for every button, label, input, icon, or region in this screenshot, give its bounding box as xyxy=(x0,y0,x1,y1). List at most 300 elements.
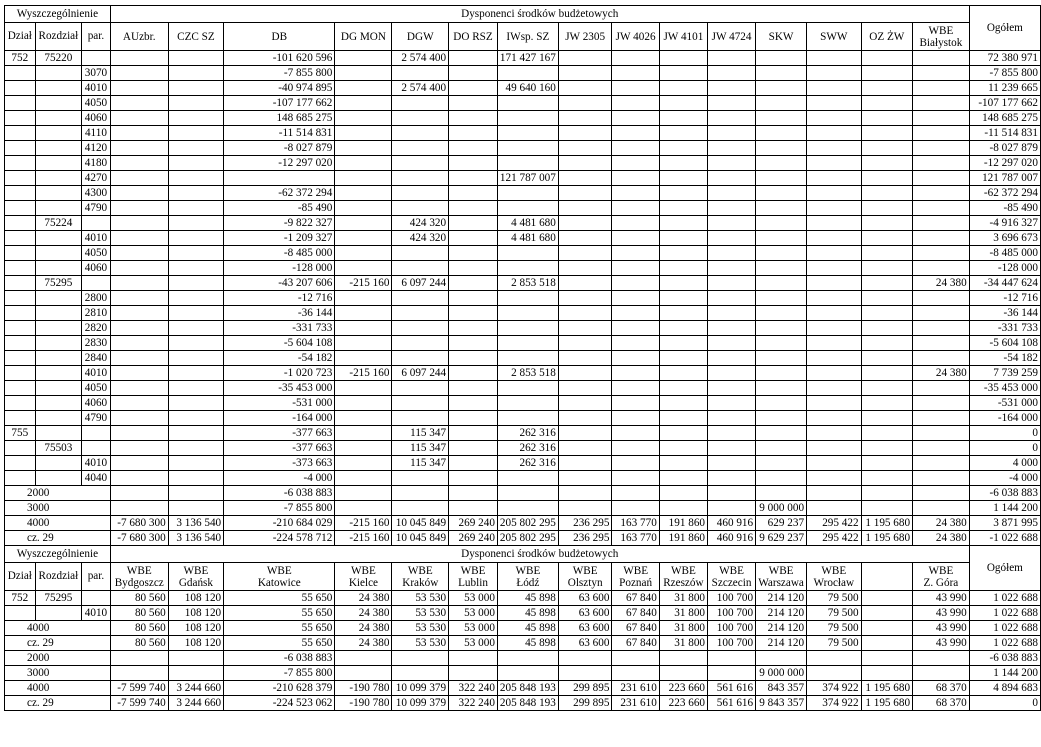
cell-value xyxy=(756,51,807,66)
cell-value xyxy=(612,471,659,486)
column-header-line1: DG MON xyxy=(340,30,386,43)
summary-value: 108 120 xyxy=(168,636,223,651)
summary-value: 374 922 xyxy=(807,681,862,696)
cell-value xyxy=(335,156,392,171)
cell-value xyxy=(110,396,168,411)
cell-dzial xyxy=(5,396,36,411)
summary-value xyxy=(497,501,558,516)
summary-value: -6 038 883 xyxy=(224,486,335,501)
summary-total: -1 022 688 xyxy=(969,531,1040,546)
cell-value xyxy=(392,201,449,216)
column-header-line2: Łódź xyxy=(516,576,540,589)
cell-value xyxy=(612,96,659,111)
cell-value xyxy=(913,426,970,441)
cell-rozdzial xyxy=(35,186,82,201)
cell-value xyxy=(807,216,862,231)
cell-value xyxy=(558,381,612,396)
cell-value xyxy=(861,471,913,486)
cell-value xyxy=(913,471,970,486)
cell-value: -62 372 294 xyxy=(224,186,335,201)
cell-value: -8 485 000 xyxy=(224,246,335,261)
column-header-line1: WBE xyxy=(928,564,954,577)
summary-value: 3 244 660 xyxy=(168,696,223,711)
cell-value: 24 380 xyxy=(335,606,392,621)
cell-value xyxy=(861,96,913,111)
cell-value: 31 800 xyxy=(659,591,707,606)
summary-value: 3 136 540 xyxy=(168,516,223,531)
cell-value xyxy=(335,306,392,321)
cell-value xyxy=(756,261,807,276)
column-header xyxy=(913,23,970,51)
table-row xyxy=(5,186,1041,201)
cell-value: 121 787 007 xyxy=(497,171,558,186)
cell-value xyxy=(861,111,913,126)
table-row xyxy=(5,606,1041,621)
cell-total: -36 144 xyxy=(969,306,1040,321)
cell-value: -377 663 xyxy=(224,426,335,441)
cell-value xyxy=(110,426,168,441)
summary-total: -6 038 883 xyxy=(969,486,1040,501)
cell-value: 24 380 xyxy=(335,591,392,606)
cell-value xyxy=(497,336,558,351)
cell-total: 121 787 007 xyxy=(969,171,1040,186)
cell-value xyxy=(708,66,756,81)
cell-value xyxy=(558,246,612,261)
cell-value xyxy=(168,81,223,96)
cell-value xyxy=(335,81,392,96)
column-header-line2: Gdańsk xyxy=(178,576,214,589)
cell-value xyxy=(449,81,498,96)
summary-label: cz. 29 xyxy=(5,636,111,651)
cell-dzial xyxy=(5,141,36,156)
cell-value xyxy=(913,396,970,411)
cell-value: 63 600 xyxy=(558,591,612,606)
cell-value xyxy=(449,171,498,186)
cell-value xyxy=(335,321,392,336)
cell-value xyxy=(807,321,862,336)
column-header xyxy=(708,23,756,51)
summary-value: 374 922 xyxy=(807,696,862,711)
cell-value: 53 000 xyxy=(449,591,498,606)
cell-value xyxy=(612,456,659,471)
cell-value xyxy=(558,216,612,231)
cell-value xyxy=(708,291,756,306)
cell-value xyxy=(392,111,449,126)
cell-value xyxy=(110,126,168,141)
summary-value: 45 898 xyxy=(497,636,558,651)
cell-value xyxy=(807,291,862,306)
table-row xyxy=(5,351,1041,366)
cell-value xyxy=(110,441,168,456)
cell-value xyxy=(612,336,659,351)
table-row xyxy=(5,81,1041,96)
summary-value xyxy=(913,501,970,516)
cell-value xyxy=(659,411,707,426)
summary-value: 10 045 849 xyxy=(392,516,449,531)
cell-value xyxy=(392,306,449,321)
summary-value xyxy=(659,501,707,516)
column-header-line1: AUzbr. xyxy=(122,30,156,43)
cell-value xyxy=(558,81,612,96)
cell-value: 24 380 xyxy=(913,276,970,291)
cell-value xyxy=(335,246,392,261)
cell-value xyxy=(756,471,807,486)
cell-value xyxy=(861,411,913,426)
cell-value xyxy=(335,96,392,111)
cell-value xyxy=(335,381,392,396)
summary-value xyxy=(110,651,168,666)
column-header-line2: Warszawa xyxy=(758,576,804,589)
cell-value: -531 000 xyxy=(224,396,335,411)
cell-value xyxy=(807,351,862,366)
column-header xyxy=(497,23,558,51)
cell-value xyxy=(392,246,449,261)
summary-value: 163 770 xyxy=(612,531,659,546)
summary-value xyxy=(659,666,707,681)
cell-value xyxy=(497,96,558,111)
cell-rozdzial: 75220 xyxy=(35,51,82,66)
cell-value xyxy=(449,351,498,366)
summary-value xyxy=(392,666,449,681)
cell-value xyxy=(110,321,168,336)
cell-value xyxy=(449,306,498,321)
cell-value xyxy=(558,471,612,486)
cell-value xyxy=(392,321,449,336)
col-par: par. xyxy=(82,563,111,591)
cell-value xyxy=(612,111,659,126)
summary-value: 214 120 xyxy=(756,636,807,651)
cell-value xyxy=(558,126,612,141)
column-header-line1: WBE xyxy=(821,564,847,577)
cell-value xyxy=(110,231,168,246)
cell-rozdzial xyxy=(35,366,82,381)
cell-value: 79 500 xyxy=(807,606,862,621)
cell-value xyxy=(558,66,612,81)
cell-value xyxy=(708,261,756,276)
column-header-line1: SKW xyxy=(768,30,794,43)
cell-value xyxy=(913,351,970,366)
cell-value xyxy=(861,66,913,81)
summary-value xyxy=(807,501,862,516)
summary-value: 236 295 xyxy=(558,516,612,531)
summary-value: 231 610 xyxy=(612,696,659,711)
cell-total: -8 027 879 xyxy=(969,141,1040,156)
cell-value xyxy=(168,351,223,366)
cell-value xyxy=(449,396,498,411)
cell-value xyxy=(110,66,168,81)
summary-label: 2000 xyxy=(5,486,111,501)
cell-value xyxy=(449,336,498,351)
column-header-line1: WBE xyxy=(768,564,794,577)
cell-value xyxy=(913,291,970,306)
cell-value xyxy=(708,306,756,321)
cell-par: 4050 xyxy=(82,246,111,261)
summary-value xyxy=(558,651,612,666)
summary-value: 79 500 xyxy=(807,621,862,636)
cell-dzial xyxy=(5,156,36,171)
summary-value xyxy=(392,501,449,516)
table-row xyxy=(5,51,1041,66)
cell-value xyxy=(861,231,913,246)
cell-value xyxy=(708,81,756,96)
summary-value: 1 195 680 xyxy=(861,681,913,696)
cell-rozdzial xyxy=(35,126,82,141)
summary-value: 68 370 xyxy=(913,681,970,696)
summary-value xyxy=(392,651,449,666)
cell-value xyxy=(659,216,707,231)
cell-value: 2 853 518 xyxy=(497,366,558,381)
cell-value xyxy=(224,171,335,186)
cell-dzial xyxy=(5,351,36,366)
cell-value xyxy=(708,336,756,351)
cell-value xyxy=(449,96,498,111)
cell-value xyxy=(168,366,223,381)
cell-rozdzial xyxy=(35,261,82,276)
column-header-line1: SWW xyxy=(820,30,848,43)
cell-value xyxy=(861,441,913,456)
column-header xyxy=(861,23,913,51)
cell-value xyxy=(807,336,862,351)
cell-value xyxy=(497,201,558,216)
cell-value xyxy=(497,411,558,426)
cell-value: -54 182 xyxy=(224,351,335,366)
cell-value: 262 316 xyxy=(497,426,558,441)
cell-rozdzial xyxy=(35,96,82,111)
summary-value: -224 523 062 xyxy=(224,696,335,711)
cell-value xyxy=(807,66,862,81)
header-dysponenci: Dysponenci środków budżetowych xyxy=(110,546,969,563)
cell-total: 7 739 259 xyxy=(969,366,1040,381)
summary-value: 205 848 193 xyxy=(497,681,558,696)
column-header-line2: Poznań xyxy=(619,576,653,589)
column-header xyxy=(168,23,223,51)
column-header-line1: WBE xyxy=(183,564,209,577)
summary-value: 80 560 xyxy=(110,621,168,636)
cell-dzial xyxy=(5,216,36,231)
cell-value xyxy=(913,66,970,81)
cell-value xyxy=(913,186,970,201)
cell-dzial: 755 xyxy=(5,426,36,441)
cell-value: 67 840 xyxy=(612,606,659,621)
cell-value xyxy=(392,411,449,426)
cell-value: -40 974 895 xyxy=(224,81,335,96)
cell-rozdzial xyxy=(35,291,82,306)
cell-value xyxy=(168,201,223,216)
cell-rozdzial xyxy=(35,471,82,486)
cell-value xyxy=(335,261,392,276)
cell-rozdzial: 75224 xyxy=(35,216,82,231)
cell-value xyxy=(612,426,659,441)
cell-value: 63 600 xyxy=(558,606,612,621)
cell-value xyxy=(659,426,707,441)
cell-total: 11 239 665 xyxy=(969,81,1040,96)
cell-value xyxy=(659,51,707,66)
cell-value: 43 990 xyxy=(913,606,970,621)
summary-row xyxy=(5,651,1041,666)
cell-value xyxy=(913,306,970,321)
summary-value: 269 240 xyxy=(449,516,498,531)
summary-label: 3000 xyxy=(5,501,111,516)
cell-value xyxy=(497,321,558,336)
summary-value: 191 860 xyxy=(659,516,707,531)
summary-value: 322 240 xyxy=(449,681,498,696)
column-header-line2: Z. Góra xyxy=(923,576,959,589)
cell-value xyxy=(497,111,558,126)
col-dzial: Dział xyxy=(5,563,36,591)
cell-value: -164 000 xyxy=(224,411,335,426)
column-header xyxy=(612,563,659,591)
cell-value: -11 514 831 xyxy=(224,126,335,141)
cell-par: 4050 xyxy=(82,96,111,111)
summary-label: 2000 xyxy=(5,651,111,666)
cell-value xyxy=(335,51,392,66)
cell-value xyxy=(708,426,756,441)
cell-value xyxy=(449,216,498,231)
summary-value: 10 099 379 xyxy=(392,681,449,696)
column-header-line2: Bydgoszcz xyxy=(114,576,164,589)
cell-value xyxy=(807,171,862,186)
cell-total: 0 xyxy=(969,441,1040,456)
summary-value: 205 802 295 xyxy=(497,531,558,546)
summary-value xyxy=(168,486,223,501)
cell-par: 4270 xyxy=(82,171,111,186)
summary-value: 53 000 xyxy=(449,636,498,651)
cell-value xyxy=(168,231,223,246)
cell-value: 53 000 xyxy=(449,606,498,621)
cell-rozdzial xyxy=(35,246,82,261)
cell-rozdzial xyxy=(35,141,82,156)
cell-value xyxy=(110,81,168,96)
cell-value xyxy=(168,246,223,261)
summary-value: 460 916 xyxy=(708,531,756,546)
cell-value xyxy=(659,141,707,156)
cell-rozdzial: 75295 xyxy=(35,591,82,606)
cell-value: -101 620 596 xyxy=(224,51,335,66)
cell-value xyxy=(449,261,498,276)
cell-value xyxy=(612,141,659,156)
cell-total: 4 000 xyxy=(969,456,1040,471)
cell-value: 31 800 xyxy=(659,606,707,621)
cell-value xyxy=(708,276,756,291)
cell-value: -85 490 xyxy=(224,201,335,216)
summary-value: 561 616 xyxy=(708,696,756,711)
cell-value: 424 320 xyxy=(392,216,449,231)
summary-value xyxy=(168,651,223,666)
summary-value xyxy=(335,651,392,666)
cell-value xyxy=(612,396,659,411)
summary-value: 45 898 xyxy=(497,621,558,636)
cell-par: 4060 xyxy=(82,261,111,276)
cell-value: 2 574 400 xyxy=(392,51,449,66)
cell-value xyxy=(558,96,612,111)
header-row xyxy=(5,546,1041,563)
cell-value xyxy=(497,156,558,171)
summary-value: 299 895 xyxy=(558,696,612,711)
cell-value xyxy=(708,201,756,216)
column-header-line1: JW 4101 xyxy=(663,30,704,43)
cell-value xyxy=(335,111,392,126)
cell-value xyxy=(168,456,223,471)
cell-rozdzial xyxy=(35,456,82,471)
summary-value: 31 800 xyxy=(659,636,707,651)
cell-value xyxy=(558,396,612,411)
cell-value: 53 530 xyxy=(392,591,449,606)
cell-value xyxy=(861,261,913,276)
summary-value: 1 195 680 xyxy=(861,531,913,546)
table-row xyxy=(5,141,1041,156)
summary-value: 9 843 357 xyxy=(756,696,807,711)
cell-value xyxy=(807,201,862,216)
column-header-line1: WBE xyxy=(670,564,696,577)
cell-value xyxy=(497,351,558,366)
cell-total: -12 297 020 xyxy=(969,156,1040,171)
cell-value xyxy=(913,246,970,261)
cell-value xyxy=(168,216,223,231)
cell-value xyxy=(708,231,756,246)
column-header xyxy=(335,563,392,591)
cell-value xyxy=(756,141,807,156)
cell-value xyxy=(168,381,223,396)
summary-value: 9 000 000 xyxy=(756,666,807,681)
cell-par: 2820 xyxy=(82,321,111,336)
column-header xyxy=(224,23,335,51)
summary-value: 24 380 xyxy=(335,636,392,651)
cell-value xyxy=(392,396,449,411)
summary-value: 214 120 xyxy=(756,621,807,636)
cell-value: 262 316 xyxy=(497,456,558,471)
cell-value: 115 347 xyxy=(392,426,449,441)
cell-value xyxy=(807,441,862,456)
cell-value xyxy=(168,411,223,426)
cell-value xyxy=(612,246,659,261)
summary-value: 53 000 xyxy=(449,621,498,636)
summary-total: 1 022 688 xyxy=(969,621,1040,636)
table2-body xyxy=(5,546,1041,711)
cell-value xyxy=(756,231,807,246)
table-row xyxy=(5,441,1041,456)
summary-value xyxy=(168,666,223,681)
cell-value xyxy=(110,291,168,306)
cell-value xyxy=(708,141,756,156)
cell-value xyxy=(708,351,756,366)
cell-value: 24 380 xyxy=(913,366,970,381)
cell-value xyxy=(110,111,168,126)
cell-value xyxy=(708,216,756,231)
cell-value xyxy=(756,156,807,171)
cell-value xyxy=(913,456,970,471)
cell-value xyxy=(708,366,756,381)
cell-value: 6 097 244 xyxy=(392,366,449,381)
column-header-line1: WBE xyxy=(572,564,598,577)
cell-value: 100 700 xyxy=(708,591,756,606)
summary-value: 561 616 xyxy=(708,681,756,696)
summary-value: 223 660 xyxy=(659,681,707,696)
summary-value: 269 240 xyxy=(449,531,498,546)
cell-value xyxy=(756,216,807,231)
cell-value xyxy=(913,336,970,351)
cell-value xyxy=(558,156,612,171)
cell-value: 2 853 518 xyxy=(497,276,558,291)
summary-value: 163 770 xyxy=(612,516,659,531)
cell-value xyxy=(612,351,659,366)
cell-rozdzial xyxy=(35,336,82,351)
cell-par: 4120 xyxy=(82,141,111,156)
summary-value xyxy=(449,501,498,516)
summary-value: 63 600 xyxy=(558,621,612,636)
cell-value xyxy=(861,201,913,216)
cell-value xyxy=(110,246,168,261)
cell-value xyxy=(659,201,707,216)
